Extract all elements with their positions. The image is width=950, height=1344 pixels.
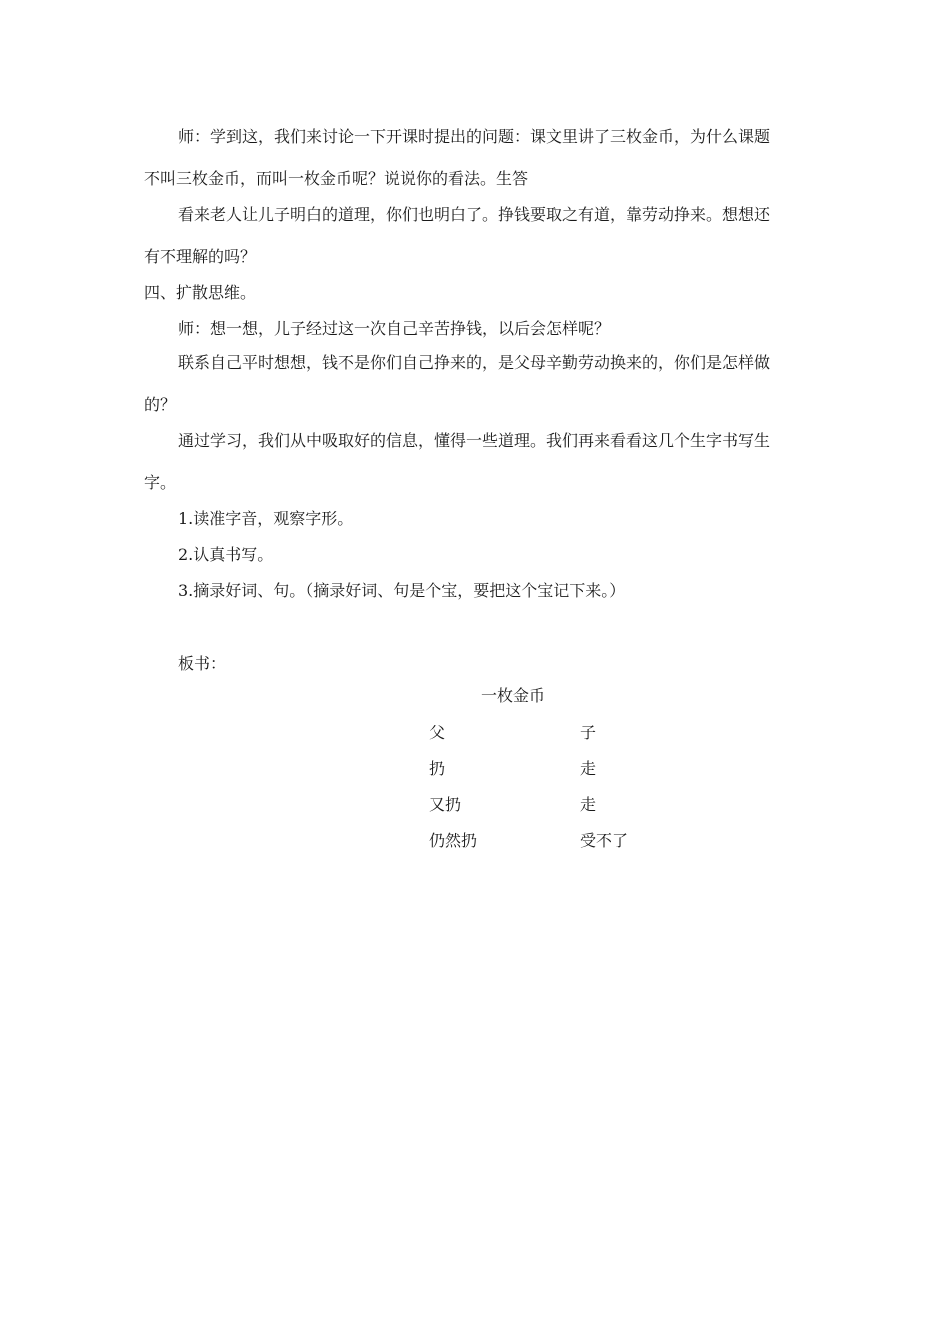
paragraph-3: 师：想一想，儿子经过这一次自己辛苦挣钱，以后会怎样呢？ — [178, 319, 611, 338]
board-right-cell: 走 — [580, 795, 597, 814]
paragraph-1-line-1: 师：学到这，我们来讨论一下开课时提出的问题：课文里讲了三枚金币，为什么课题 — [178, 127, 771, 146]
paragraph-1-line-2: 不叫三枚金币，而叫一枚金币呢？说说你的看法。生答 — [144, 169, 529, 188]
paragraph-4-line-2: 的？ — [144, 395, 177, 414]
board-left-cell: 父 — [429, 723, 446, 742]
board-right-cell: 子 — [580, 723, 597, 742]
list-item-1: 1.读准字音，观察字形。 — [178, 509, 354, 528]
paragraph-4-line-1: 联系自己平时想想，钱不是你们自己挣来的，是父母辛勤劳动换来的，你们是怎样做 — [178, 353, 771, 372]
paragraph-5-line-1: 通过学习，我们从中吸取好的信息，懂得一些道理。我们再来看看这几个生字书写生 — [178, 431, 771, 450]
list-item-2: 2.认真书写。 — [178, 545, 274, 564]
list-item-3: 3.摘录好词、句。（摘录好词、句是个宝，要把这个宝记下来。） — [178, 581, 626, 600]
board-label: 板书： — [178, 654, 227, 673]
board-right-cell: 走 — [580, 759, 597, 778]
section-heading: 四、扩散思维。 — [144, 283, 257, 302]
board-right-cell: 受不了 — [580, 831, 629, 850]
paragraph-5-line-2: 字。 — [144, 473, 177, 492]
board-left-cell: 又扔 — [429, 795, 462, 814]
paragraph-2-line-2: 有不理解的吗？ — [144, 247, 257, 266]
paragraph-2-line-1: 看来老人让儿子明白的道理，你们也明白了。挣钱要取之有道，靠劳动挣来。想想还 — [178, 205, 771, 224]
board-left-cell: 扔 — [429, 759, 446, 778]
board-title: 一枚金币 — [481, 686, 546, 705]
board-left-cell: 仍然扔 — [429, 831, 478, 850]
